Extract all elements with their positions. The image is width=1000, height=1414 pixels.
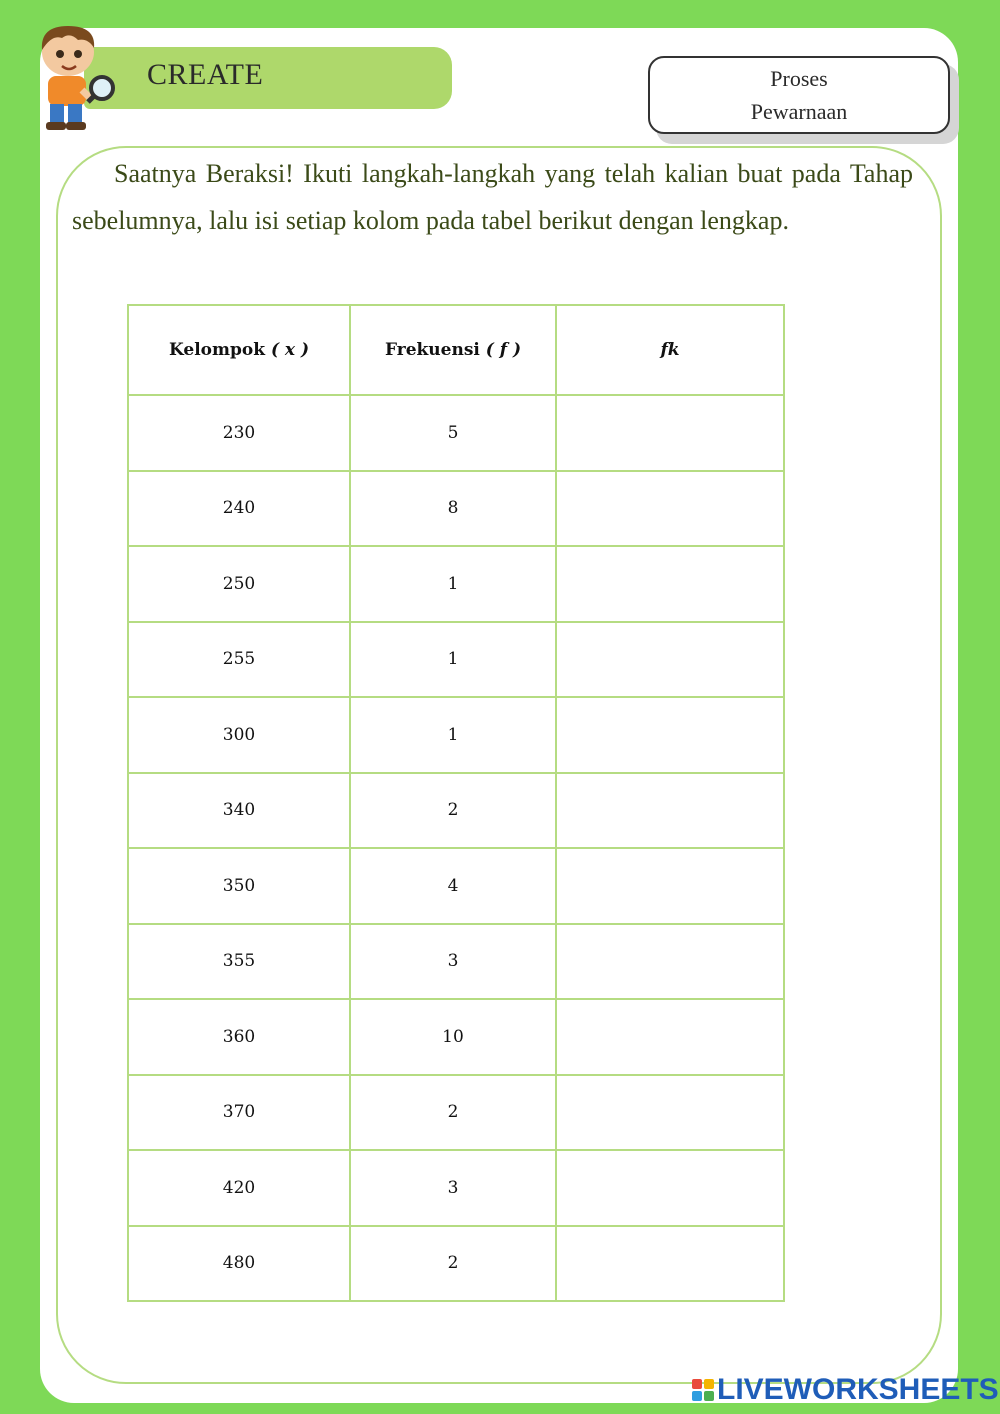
table-row bbox=[128, 546, 784, 622]
cell-kelompok: 360 bbox=[128, 999, 350, 1075]
cell-frekuensi: 4 bbox=[350, 848, 556, 924]
cell-frekuensi: 1 bbox=[350, 697, 556, 773]
cell-frekuensi: 1 bbox=[350, 622, 556, 698]
cell-kelompok: 300 bbox=[128, 697, 350, 773]
cell-kelompok: 230 bbox=[128, 395, 350, 471]
cell-frekuensi: 1 bbox=[350, 546, 556, 622]
liveworksheets-brand bbox=[692, 1373, 999, 1407]
cell-fk-input[interactable] bbox=[556, 924, 784, 1000]
frequency-table bbox=[127, 304, 785, 1302]
cell-fk-input[interactable] bbox=[556, 1150, 784, 1226]
stage-line1: Proses bbox=[770, 66, 828, 91]
table-row bbox=[128, 395, 784, 471]
section-title: CREATE bbox=[147, 58, 264, 91]
table-row bbox=[128, 999, 784, 1075]
table-row bbox=[128, 924, 784, 1000]
section-banner bbox=[84, 47, 452, 109]
cell-kelompok: 370 bbox=[128, 1075, 350, 1151]
cell-fk-input[interactable] bbox=[556, 395, 784, 471]
table-header-row bbox=[128, 305, 784, 395]
cell-frekuensi: 8 bbox=[350, 471, 556, 547]
cell-fk-input[interactable] bbox=[556, 848, 784, 924]
header-fk: fk bbox=[556, 305, 784, 395]
cell-frekuensi: 10 bbox=[350, 999, 556, 1075]
cell-frekuensi: 2 bbox=[350, 1226, 556, 1302]
cell-kelompok: 340 bbox=[128, 773, 350, 849]
stage-line2: Pewarnaan bbox=[750, 99, 848, 124]
cell-kelompok: 355 bbox=[128, 924, 350, 1000]
table-row bbox=[128, 697, 784, 773]
cell-kelompok: 240 bbox=[128, 471, 350, 547]
cell-kelompok: 250 bbox=[128, 546, 350, 622]
table-row bbox=[128, 1150, 784, 1226]
liveworksheets-logo-icon bbox=[692, 1379, 714, 1401]
cell-kelompok: 350 bbox=[128, 848, 350, 924]
cell-kelompok: 420 bbox=[128, 1150, 350, 1226]
header-kelompok: Kelompok ( x ) bbox=[128, 305, 350, 395]
cell-fk-input[interactable] bbox=[556, 773, 784, 849]
stage-box bbox=[648, 56, 950, 134]
cell-frekuensi: 3 bbox=[350, 1150, 556, 1226]
table-row bbox=[128, 773, 784, 849]
cell-fk-input[interactable] bbox=[556, 471, 784, 547]
cell-fk-input[interactable] bbox=[556, 622, 784, 698]
cell-frekuensi: 3 bbox=[350, 924, 556, 1000]
cell-frekuensi: 5 bbox=[350, 395, 556, 471]
cell-kelompok: 480 bbox=[128, 1226, 350, 1302]
brand-text: LIVEWORKSHEETS bbox=[717, 1373, 999, 1406]
boy-with-magnifier-icon bbox=[22, 20, 122, 135]
header-frekuensi: Frekuensi ( f ) bbox=[350, 305, 556, 395]
table-row bbox=[128, 848, 784, 924]
cell-fk-input[interactable] bbox=[556, 1075, 784, 1151]
cell-fk-input[interactable] bbox=[556, 546, 784, 622]
cell-frekuensi: 2 bbox=[350, 773, 556, 849]
instruction-text: Saatnya Beraksi! Ikuti langkah-langkah yang telah kalian buat pada Tahap sebelumnya, lalu isi setiap kolom pada tabel berikut dengan lengkap. bbox=[72, 159, 913, 235]
cell-fk-input[interactable] bbox=[556, 999, 784, 1075]
cell-frekuensi: 2 bbox=[350, 1075, 556, 1151]
table-row bbox=[128, 622, 784, 698]
table-row bbox=[128, 471, 784, 547]
cell-fk-input[interactable] bbox=[556, 697, 784, 773]
table-row bbox=[128, 1075, 784, 1151]
table-row bbox=[128, 1226, 784, 1302]
cell-kelompok: 255 bbox=[128, 622, 350, 698]
cell-fk-input[interactable] bbox=[556, 1226, 784, 1302]
